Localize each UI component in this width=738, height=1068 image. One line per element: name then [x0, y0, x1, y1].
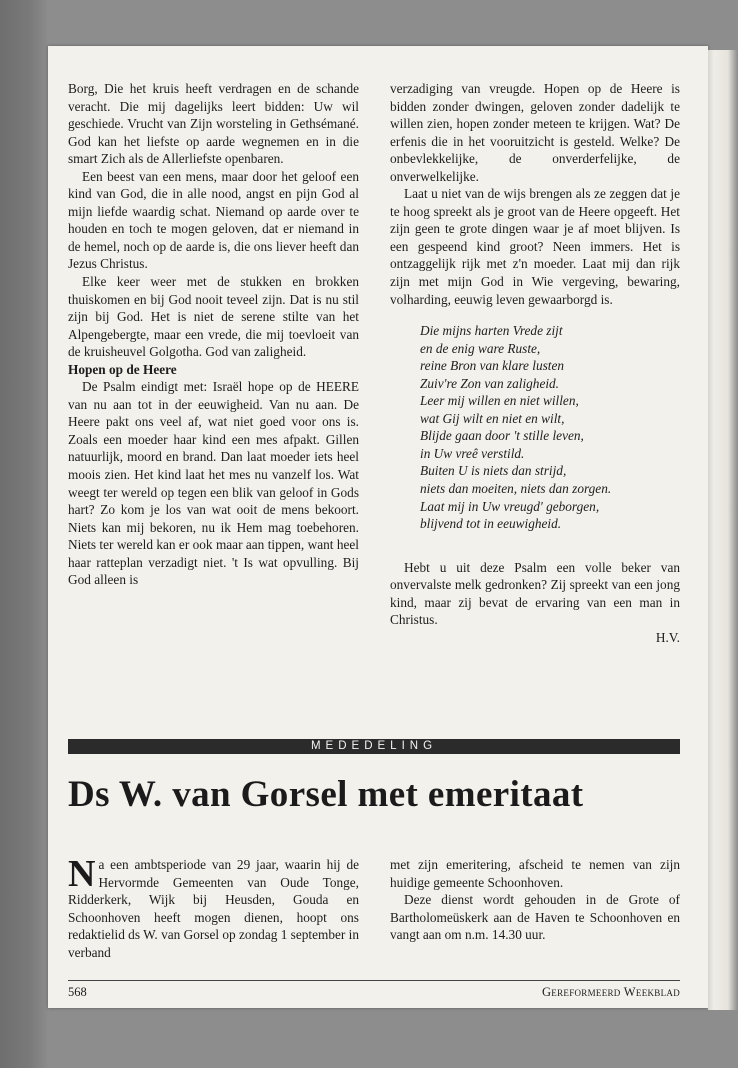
- page-number: 568: [68, 985, 87, 999]
- poem-line: Leer mij willen en niet willen,: [420, 393, 579, 409]
- poem-line: Zuiv're Zon van zaligheid.: [420, 375, 560, 391]
- poem-line: in Uw vreê verstild.: [420, 445, 525, 461]
- announcement-left-text: a een ambtsperiode van 29 jaar, waarin hij de Hervormde Gemeenten van Oude Tonge, Ridderkerk, Wijk bij Heusden, Gouda en Schoonhoven heeft mogen dienen, hoopt ons redaktielid ds W. van Gorsel op zondag 1 september in verband: [68, 857, 359, 960]
- poem-line: Die mijns harten Vrede zijt: [420, 323, 563, 339]
- poem-line: wat Gij wilt en niet en wilt,: [420, 410, 565, 426]
- left-column: [68, 80, 359, 589]
- signature: H.V.: [655, 629, 680, 645]
- left-paragraph-1: Borg, Die het kruis heeft verdragen en de schande veracht. Die mij dagelijks leert bidden: Uw wil geschiede. Vrucht van Zijn worsteling in Gethsémané. God kan het liefste op aarde wegnemen en in die smart Zich als de Allerliefste openbaren.: [68, 81, 359, 167]
- poem-line: Laat mij in Uw vreugd' geborgen,: [420, 498, 600, 514]
- poem-line: reine Bron van klare lusten: [420, 358, 565, 374]
- left-paragraph-2: Een beest van een mens, maar door het geloof een kind van God, die in alle nood, angst en pijn God al mijn liefde waardig schat. Niemand op aarde over te houden en toch te mogen geloven, dat er niemand in de hemel, noch op de aarde is, die ons liever heeft dan Jezus Christus.: [68, 168, 359, 272]
- poem-line: blijvend tot in eeuwigheid.: [420, 516, 562, 532]
- next-page-edge: [708, 50, 738, 1010]
- right-paragraph-1: verzadiging van vreugde. Hopen op de Heere is bidden zonder dwingen, geloven zonder dadelijk te willen zien, hopen zonder meteen te krijgen. Wat? De erfenis die in het vooruitzicht is gesteld. Welke? De onbevlekkelijke, de onverderfelijke, de onverwelkelijke.: [390, 81, 680, 184]
- subheading: Hopen op de Heere: [68, 361, 177, 377]
- drop-cap: N: [68, 853, 96, 895]
- right-paragraph-2: Laat u niet van de wijs brengen als ze zeggen dat je te hoog spreekt als je groot van de Heere opgeeft. Het zijn geen te grote dingen waar je af moet blijven. Is een gespeend kind groot? Neen immers. Het is ontzaggelijk rijk met z'n moeder. Laat mij dan rijk zijn met mijn God in Wie vergeving, bewaring, volharding, eeuwig leven gewaarborgd is.: [390, 186, 680, 307]
- headline: Ds W. van Gorsel met emeritaat: [68, 774, 584, 815]
- poem-line: niets dan moeiten, niets dan zorgen.: [420, 481, 612, 497]
- poem-line: en de enig ware Ruste,: [420, 340, 541, 356]
- poem: [420, 322, 680, 533]
- footer-rule: [68, 980, 680, 981]
- left-paragraph-3: Elke keer weer met de stukken en brokken thuiskomen en bij God nooit teveel zijn. Dat is nu stil zijn bij God. Het is niet de serene stilte van het Alpengebergte, maar een vrede, die mij toevloeit van de kruisheuvel Golgotha. God van zaligheid.: [68, 274, 359, 360]
- publication-name: Gereformeerd Weekblad: [541, 985, 680, 999]
- announcement-right-paragraph-2: Deze dienst wordt gehouden in de Grote of Bartholomeüskerk aan de Haven te Schoonhoven en vangt aan om n.m. 14.30 uur.: [390, 892, 680, 943]
- poem-line: Buiten U is niets dan strijd,: [420, 463, 567, 479]
- right-paragraph-3: Hebt u uit deze Psalm een volle beker van onvervalste melk gedronken? Zij spreekt van een jong kind, maar zij bevat de ervaring van een man in Christus.: [390, 559, 680, 628]
- section-bar: MEDEDELING: [68, 739, 680, 754]
- announcement-left: [68, 853, 359, 961]
- left-paragraph-4: De Psalm eindigt met: Israël hope op de HEERE van nu aan tot in der eeuwigheid. Van nu aan. De Heere pakt ons veel af, wat niet goed voor ons is. Zoals een moeder haar kind een mes afpakt. Gillen natuurlijk, moord en brand. Dan laat moeder iets heel moois zien. Het kind laat het mes nu vanzelf los. Wat weegt ter wereld op tegen een blik van geloof in Gods hart? Zo kom je los van wat ooit de mens bekoort. Niets kan mij bekoren, nu ik Hem mag toebehoren. Niets ter wereld kan er ook maar aan tippen, want heel haar ratteplan verzadigt niet. 't Is wat opvulling. Bij God alleen is: [68, 379, 359, 588]
- announcement-right: [390, 856, 680, 944]
- announcement-left-paragraph: [68, 853, 359, 961]
- poem-line: Blijde gaan door 't stille leven,: [420, 428, 584, 444]
- right-column: [390, 80, 680, 646]
- announcement-right-paragraph-1: met zijn emeritering, afscheid te nemen van zijn huidige gemeente Schoonhoven.: [390, 857, 680, 890]
